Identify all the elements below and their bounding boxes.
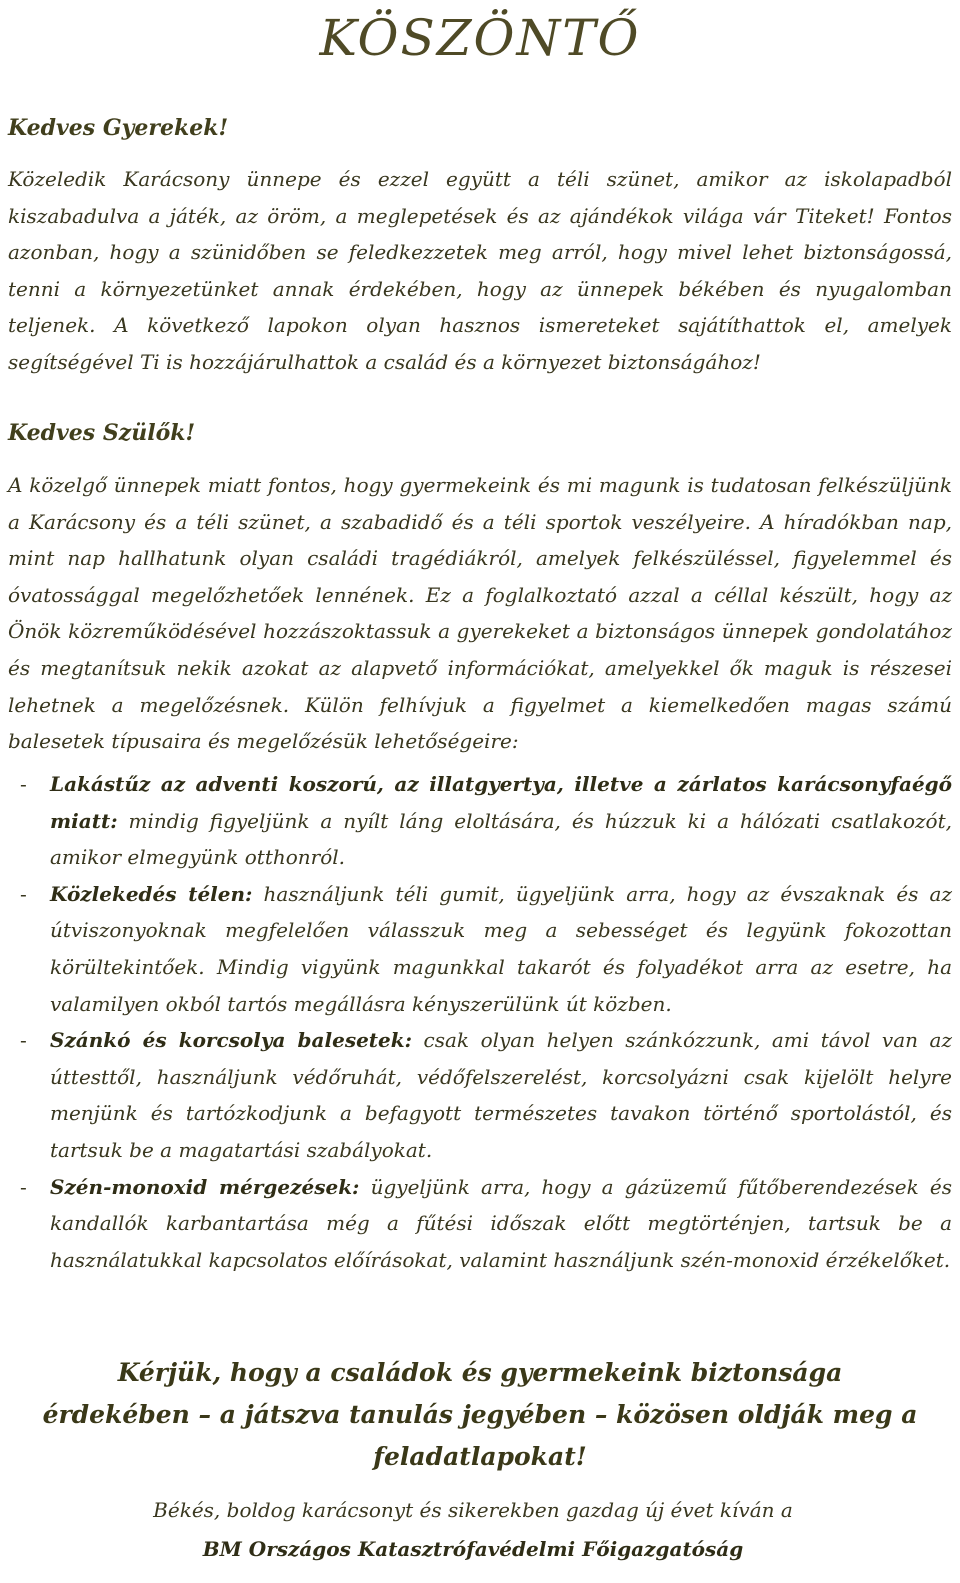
closing-appeal: Kérjük, hogy a családok és gyermekeink biztonsága érdekében – a játszva tanulás jegyében – közösen oldják meg a feladatlapokat!: [42, 1358, 918, 1471]
children-paragraph-text: Közeledik Karácsony ünnepe és ezzel együtt a téli szünet, amikor az iskolapadból kiszabadulva a játék, az öröm, a meglepetések és az ajándékok világa vár Titeket! Fontos azonban, hogy a szünidőben se feledkezzetek meg arról, hogy mivel lehet biztonságossá, tenni a környezetünket annak érdekében, hogy az ünnepek békében és nyugalomban teljenek. A következő lapokon olyan hasznos ismereteket sajátíthattok el, amelyek segítségével Ti is hozzájárulhattok a család és a környezet biztonságához!: [8, 167, 952, 374]
hazard-text: csak olyan helyen szánkózzunk, ami távol van az úttesttől, használjunk védőruhát, védőfelszerelést, korcsolyázni csak kijelölt helyre menjünk és tartózkodjunk a befagyott természetes tavakon történő sportolástól, és tartsuk be a magatartási szabályokat.: [50, 1028, 952, 1162]
hazard-text: használjunk téli gumit, ügyeljünk arra, hogy az évszaknak és az útviszonyoknak megfelelően válasszuk meg a sebességet és legyünk fokozottan körültekintőek. Mindig vigyünk magunkkal takarót és folyadékot arra az esetre, ha valamilyen okból tartós megállásra kényszerülünk út közben.: [50, 881, 953, 1016]
hazard-list: [8, 766, 952, 1278]
greeting-children: Kedves Gyerekek!: [8, 115, 229, 141]
hazard-lead: Szánkó és korcsolya balesetek:: [50, 1028, 413, 1053]
list-item: [8, 1022, 952, 1168]
list-dash: -: [20, 881, 27, 906]
hazard-lead: Közlekedés télen:: [50, 881, 253, 906]
list-dash: -: [20, 1174, 27, 1199]
hazard-text: mindig figyeljünk a nyílt láng eloltására, és húzzuk ki a hálózati csatlakozót, amikor elmegyünk otthonról.: [50, 808, 952, 870]
list-item: [8, 1169, 952, 1279]
footer-wish: Békés, boldog karácsonyt és sikerekben gazdag új évet kíván a: [153, 1498, 793, 1522]
list-item: [8, 876, 952, 1022]
list-item: [8, 766, 952, 876]
children-paragraph: [8, 161, 952, 381]
page-title: KÖSZÖNTŐ: [319, 9, 641, 67]
parents-paragraph-text: A közelgő ünnepek miatt fontos, hogy gyermekeink és mi magunk is tudatosan felkészüljünk a Karácsony és a téli szünet, a szabadidő és a téli sportok veszélyeire. A híradókban nap, mint nap hallhatunk olyan családi tragédiákról, amelyek felkészüléssel, figyelemmel és óvatossággal megelőzhetőek lennének. Ez a foglalkoztató azzal a céllal készült, hogy az Önök közreműködésével hozzászoktassuk a gyerekeket a biztonságos ünnepek gondolatához és megtanítsuk nekik azokat az alapvető információkat, amelyekkel ők maguk is részesei lehetnek a megelőzésnek. Külön felhívjuk a figyelmet a kiemelkedően magas számú balesetek típusaira és megelőzésük lehetőségeire:: [8, 473, 952, 754]
list-dash: -: [20, 772, 27, 796]
hazard-text: ügyeljünk arra, hogy a gázüzemű fűtőberendezések és kandallók karbantartása még a fűtési időszak előtt megtörténjen, tartsuk be a használatukkal kapcsolatos előírásokat, valamint használjunk szén-monoxid érzékelőket.: [50, 1174, 952, 1272]
parents-paragraph: [8, 467, 952, 760]
hazard-lead: Szén-monoxid mérgezések:: [50, 1174, 360, 1199]
hazard-lead: Lakástűz az adventi koszorú, az illatgyertya, illetve a zárlatos karácsonyfaégő miatt:: [50, 772, 952, 833]
greeting-parents: Kedves Szülők!: [8, 420, 196, 446]
footer-signature: BM Országos Katasztrófavédelmi Főigazgatóság: [202, 1537, 744, 1561]
list-dash: -: [20, 1028, 27, 1053]
